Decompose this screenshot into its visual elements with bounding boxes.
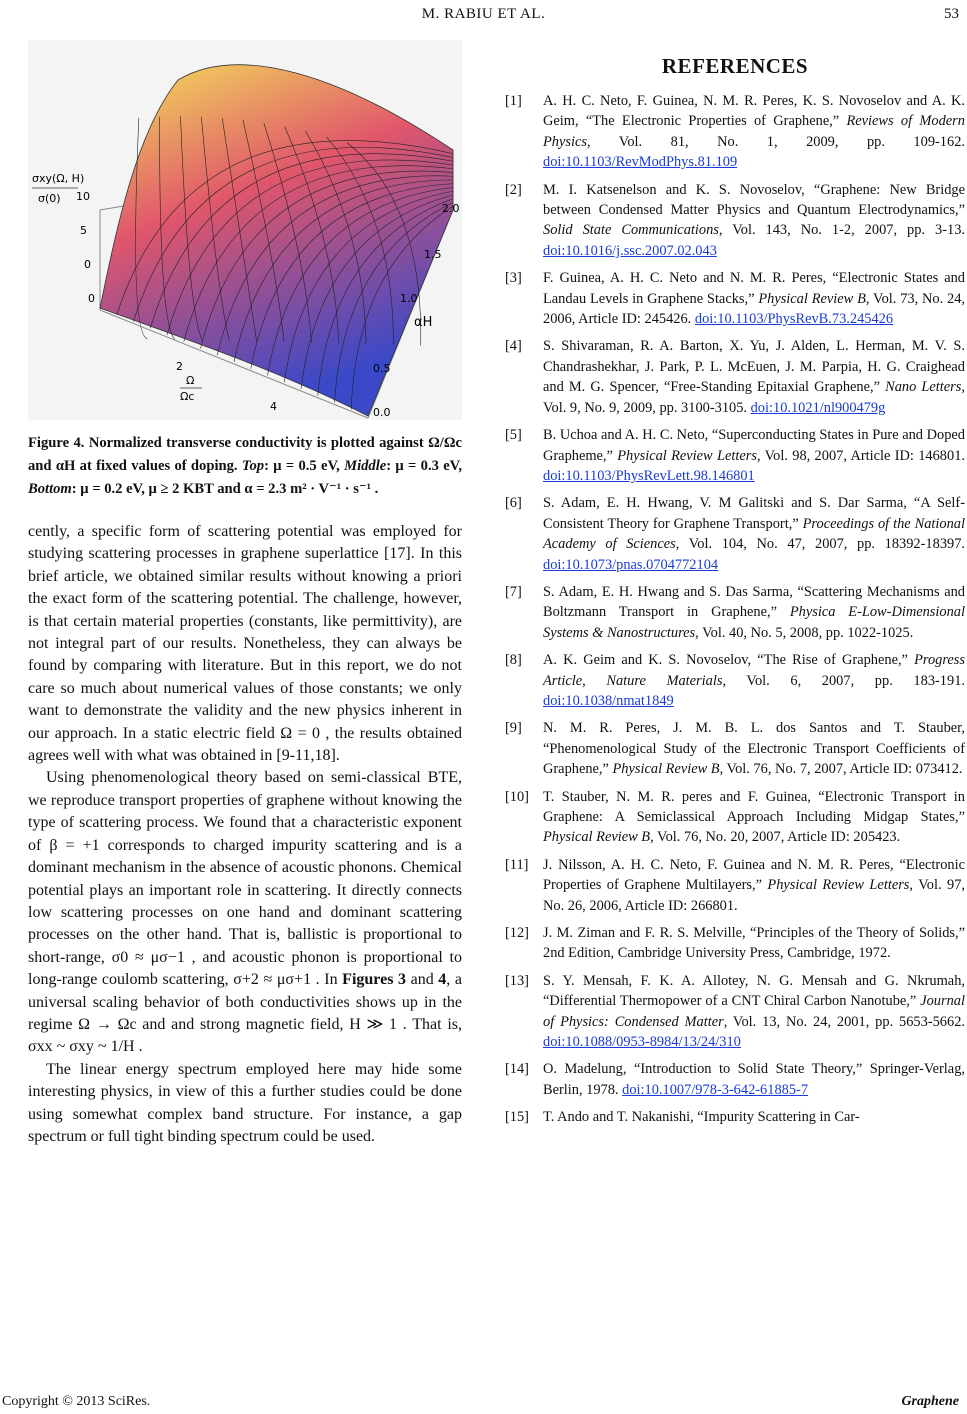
y-tick: 0.0 xyxy=(373,406,391,419)
reference-authors-title: N. M. R. Peres, J. M. B. L. dos Santos and T. Stauber, “Phenomenological Study of the Electronic Transport Coefficients of Graphene,” xyxy=(543,720,965,778)
reference-item xyxy=(505,718,965,779)
doi-link[interactable]: doi:10.1038/nmat1849 xyxy=(543,692,674,709)
z-tick: 0 xyxy=(84,258,91,271)
z-axis-label: σxy(Ω, H) xyxy=(32,172,85,185)
caption-middle-value: : μ = 0.3 eV, xyxy=(386,458,462,474)
reference-authors-title: A. K. Geim and K. S. Novoselov, “The Rise of Graphene,” xyxy=(543,652,915,669)
reference-item xyxy=(505,855,965,916)
surface-plot xyxy=(28,40,462,420)
x-axis-label: Ω xyxy=(186,374,195,387)
reference-authors-title: T. Ando and T. Nakanishi, “Impurity Scattering in Car- xyxy=(543,1109,860,1126)
reference-number: [13] xyxy=(505,972,529,989)
figure-4 xyxy=(28,40,462,420)
reference-authors-title: J. Nilsson, A. H. C. Neto, F. Guinea and N. M. R. Peres, “Electronic Properties of Graphene Multilayers,” xyxy=(543,856,965,894)
running-header-author: M. RABIU ET AL. xyxy=(421,6,546,22)
y-tick: 2.0 xyxy=(442,202,460,215)
reference-item xyxy=(505,1107,965,1127)
reference-details: , Vol. 13, No. 24, 2001, pp. 5653-5662. xyxy=(723,1013,965,1030)
reference-text xyxy=(543,787,965,848)
reference-authors-title: O. Madelung, “Introduction to Solid State Theory,” Springer-Verlag, Berlin, 1978. xyxy=(543,1061,965,1098)
doi-link[interactable]: doi:10.1103/RevModPhys.81.109 xyxy=(543,154,738,171)
reference-details: , Vol. 98, 2007, Article ID: 146801. xyxy=(756,447,965,464)
reference-number: [12] xyxy=(505,925,529,942)
y-tick: 1.0 xyxy=(400,292,418,305)
reference-text xyxy=(543,1059,965,1100)
reference-number: [3] xyxy=(505,270,522,287)
reference-authors-title: M. I. Katsenelson and K. S. Novoselov, “Graphene: New Bridge between Condensed Matter Physics and Quantum Electrodynamics,” xyxy=(543,181,965,219)
paragraph-text: , a universal scaling behavior of both conductivities shows up in the regime Ω → Ωc and and strong magnetic field, H ≫ 1 . That is, σxx ~ σxy ~ 1/H . xyxy=(28,971,462,1056)
reference-number: [5] xyxy=(505,427,522,444)
paragraph-text: and xyxy=(406,971,439,989)
reference-details: , Vol. 40, No. 5, 2008, pp. 1022-1025. xyxy=(695,624,914,641)
reference-item xyxy=(505,336,965,418)
reference-item xyxy=(505,180,965,262)
x-tick: 4 xyxy=(270,400,277,413)
reference-number: [7] xyxy=(505,583,522,600)
reference-text xyxy=(543,1107,965,1127)
reference-authors-title: B. Uchoa and A. H. C. Neto, “Superconducting States in Pure and Doped Grapheme,” xyxy=(543,427,965,464)
reference-journal: Physical Review B xyxy=(758,290,866,307)
page-number: 53 xyxy=(944,6,959,22)
doi-link[interactable]: doi:10.1103/PhysRevLett.98.146801 xyxy=(543,467,755,484)
reference-text xyxy=(543,425,965,486)
reference-number: [9] xyxy=(505,720,522,737)
reference-details: , Vol. 6, 2007, pp. 183-191. xyxy=(722,672,965,689)
doi-link[interactable]: doi:10.1073/pnas.0704772104 xyxy=(543,556,719,573)
reference-authors-title: A. H. C. Neto, F. Guinea, N. M. R. Peres, K. S. Novoselov and A. K. Geim, “The Electronic Properties of Graphene,” xyxy=(543,93,965,130)
reference-details: , Vol. 97, No. 26, 2006, Article ID: 266801. xyxy=(543,877,965,914)
reference-text xyxy=(543,180,965,262)
reference-text xyxy=(543,91,965,173)
reference-text xyxy=(543,923,965,964)
reference-text xyxy=(543,493,965,575)
body-text xyxy=(28,521,462,1148)
doi-link[interactable]: doi:10.1021/nl900479g xyxy=(750,399,886,416)
doi-link[interactable]: doi:10.1088/0953-8984/13/24/310 xyxy=(543,1034,741,1051)
z-axis-denominator: σ(0) xyxy=(38,192,61,205)
figure-ref: Figures 3 xyxy=(342,971,407,989)
doi-link[interactable]: doi:10.1016/j.ssc.2007.02.043 xyxy=(543,242,717,259)
reference-authors-title: S. Y. Mensah, F. K. A. Allotey, N. G. Mensah and G. Nkrumah, “Differential Thermopower of a CNT Chiral Carbon Nanotube,” xyxy=(543,972,965,1010)
reference-journal: Physical Review B xyxy=(543,829,651,846)
reference-authors-title: J. M. Ziman and F. R. S. Melville, “Principles of the Theory of Solids,” 2nd Edition, Cambridge University Press, Cambridge, 1972. xyxy=(543,925,965,962)
references-title: REFERENCES xyxy=(661,54,809,78)
x-tick: 0 xyxy=(88,292,95,305)
reference-details: , Vol. 73, No. 24, 2006, Article ID: 245426. xyxy=(543,290,966,328)
y-tick: 1.5 xyxy=(424,248,442,261)
reference-journal: Physica E-Low-Dimensional Systems & Nanostructures xyxy=(543,604,965,641)
reference-details: , Vol. 9, No. 9, 2009, pp. 3100-3105. xyxy=(543,379,965,416)
copyright: Copyright © 2013 SciRes. xyxy=(2,1394,151,1409)
reference-item xyxy=(505,923,965,964)
reference-item xyxy=(505,1059,965,1100)
paragraph: cently, a specific form of scattering potential was employed for studying scattering processes in graphene superlattice [17]. In this brief article, we obtained similar results without knowing a priori the exact form of the scattering potential. The challenge, however, is that certain material properties (constants, like permittivity), are not integral part of our results. Nonetheless, they can always be found by comparing with literature. But in this report, we do not care so much about numerical values of those constants; we only want to demonstrate the validity and the new physics inherent in our approach. In a static electric field Ω = 0 , the results obtained agrees well with what was obtained in [9-11,18]. xyxy=(28,523,462,765)
doi-link[interactable]: doi:10.1103/PhysRevB.73.245426 xyxy=(694,311,894,328)
reference-item xyxy=(505,91,965,173)
reference-item xyxy=(505,582,965,643)
figure-caption xyxy=(28,432,462,501)
reference-number: [14] xyxy=(505,1061,529,1078)
reference-number: [6] xyxy=(505,495,522,512)
caption-label: Figure 4. xyxy=(28,435,85,451)
reference-journal: Physical Review B xyxy=(612,761,720,778)
reference-authors-title: S. Shivaraman, R. A. Barton, X. Yu, J. Alden, L. Herman, M. V. S. Chandrashekhar, J. Park, P. L. McEuen, J. M. Parpia, H. G. Craighead and M. G. Spencer, “Free-Standing Epitaxial Graphene,” xyxy=(543,338,965,396)
paragraph: The linear energy spectrum employed here may hide some interesting physics, in view of this a further studies could be done using somewhat complex band structure. For instance, a gap spectrum or full tight binding spectrum could be used. xyxy=(28,1060,462,1145)
reference-number: [10] xyxy=(505,788,529,805)
reference-item xyxy=(505,787,965,848)
reference-authors-title: S. Adam, E. H. Hwang, V. M Galitski and S. Dar Sarma, “A Self-Consistent Theory for Graphene Transport,” xyxy=(543,495,965,532)
reference-number: [8] xyxy=(505,652,522,669)
journal-name: Graphene xyxy=(901,1394,959,1409)
reference-details: , Vol. 143, No. 1-2, 2007, pp. 3-13. xyxy=(718,222,966,239)
reference-item xyxy=(505,268,965,329)
z-tick: 10 xyxy=(76,190,90,203)
z-tick: 5 xyxy=(80,224,87,237)
paragraph xyxy=(28,767,462,1058)
doi-link[interactable]: doi:10.1007/978-3-642-61885-7 xyxy=(622,1081,809,1098)
reference-journal: Nano Letters xyxy=(885,379,962,396)
caption-middle: Middle xyxy=(344,458,387,474)
reference-number: [4] xyxy=(505,338,522,355)
reference-journal: Solid State Communications xyxy=(543,222,719,239)
reference-journal: Reviews of Modern Physics xyxy=(543,113,965,150)
reference-journal: Proceedings of the National Academy of Sciences xyxy=(543,515,965,553)
reference-text xyxy=(543,650,965,711)
reference-details: , Vol. 81, No. 1, 2009, pp. 109-162. xyxy=(586,133,965,150)
reference-number: [15] xyxy=(505,1109,529,1126)
caption-top-value: : μ = 0.5 eV, xyxy=(264,458,340,474)
reference-number: [2] xyxy=(505,181,522,198)
reference-text xyxy=(543,718,965,779)
reference-authors-title: F. Guinea, A. H. C. Neto and N. M. R. Peres, “Electronic States and Landau Levels in Graphene Stacks,” xyxy=(543,270,965,307)
left-column xyxy=(28,40,462,1148)
caption-text: Normalized transverse conductivity is plotted against Ω/Ωc and αH at fixed values of doping. xyxy=(28,435,462,474)
reference-item xyxy=(505,971,965,1053)
reference-item xyxy=(505,493,965,575)
reference-details: , Vol. 104, No. 47, 2007, pp. 18392-18397. xyxy=(675,536,965,553)
reference-text xyxy=(543,336,965,418)
y-tick: 0.5 xyxy=(373,362,391,375)
reference-text xyxy=(543,582,965,643)
reference-journal: Physical Review Letters xyxy=(767,877,910,894)
right-column xyxy=(505,40,965,1135)
reference-text xyxy=(543,971,965,1053)
paragraph-text: Using phenomenological theory based on semi-classical BTE, we reproduce transport properties of graphene without knowing the type of scattering process. We found that a characteristic exponent of β = +1 corresponds to charged impurity scattering and is a dominant mechanism in the absence of acoustic phonons. Chemical potential plays an important role in scattering. It directly connects low scattering processes on one hand and dominant scattering processes on the other hand. That is, ballistic is proportional to short-range, σ0 ≈ μσ−1 , and acoustic phonon is proportional to long-range coulomb scattering, σ+2 ≈ μσ+1 . In xyxy=(28,769,462,989)
reference-text xyxy=(543,268,965,329)
reference-item xyxy=(505,425,965,486)
x-axis-denominator: Ωc xyxy=(180,390,195,403)
reference-item xyxy=(505,650,965,711)
reference-authors-title: S. Adam, E. H. Hwang and S. Das Sarma, “Scattering Mechanisms and Boltzmann Transport in Graphene,” xyxy=(543,583,965,621)
reference-journal: Progress Article, Nature Materials xyxy=(543,652,965,689)
caption-top: Top xyxy=(241,458,265,474)
reference-journal: Physical Review Letters xyxy=(617,447,757,464)
reference-number: [1] xyxy=(505,93,522,109)
reference-details: , Vol. 76, No. 20, 2007, Article ID: 205423. xyxy=(650,829,901,846)
x-tick: 2 xyxy=(176,360,183,373)
reference-text xyxy=(543,855,965,916)
reference-authors-title: T. Stauber, N. M. R. peres and F. Guinea, “Electronic Transport in Graphene: A Semiclassical Approach Including Midgap States,” xyxy=(543,788,965,825)
y-axis-label: αH xyxy=(414,315,433,330)
reference-number: [11] xyxy=(505,856,529,873)
figure-ref: 4 xyxy=(438,971,447,989)
caption-bottom-value: : μ = 0.2 eV, μ ≥ 2 KBT and α = 2.3 m² · V⁻¹ · s⁻¹ . xyxy=(71,481,379,497)
reference-journal: Journal of Physics: Condensed Matter xyxy=(543,993,965,1030)
reference-details: , Vol. 76, No. 7, 2007, Article ID: 073412. xyxy=(719,761,963,778)
caption-bottom: Bottom xyxy=(28,481,72,497)
reference-list xyxy=(505,91,965,1128)
